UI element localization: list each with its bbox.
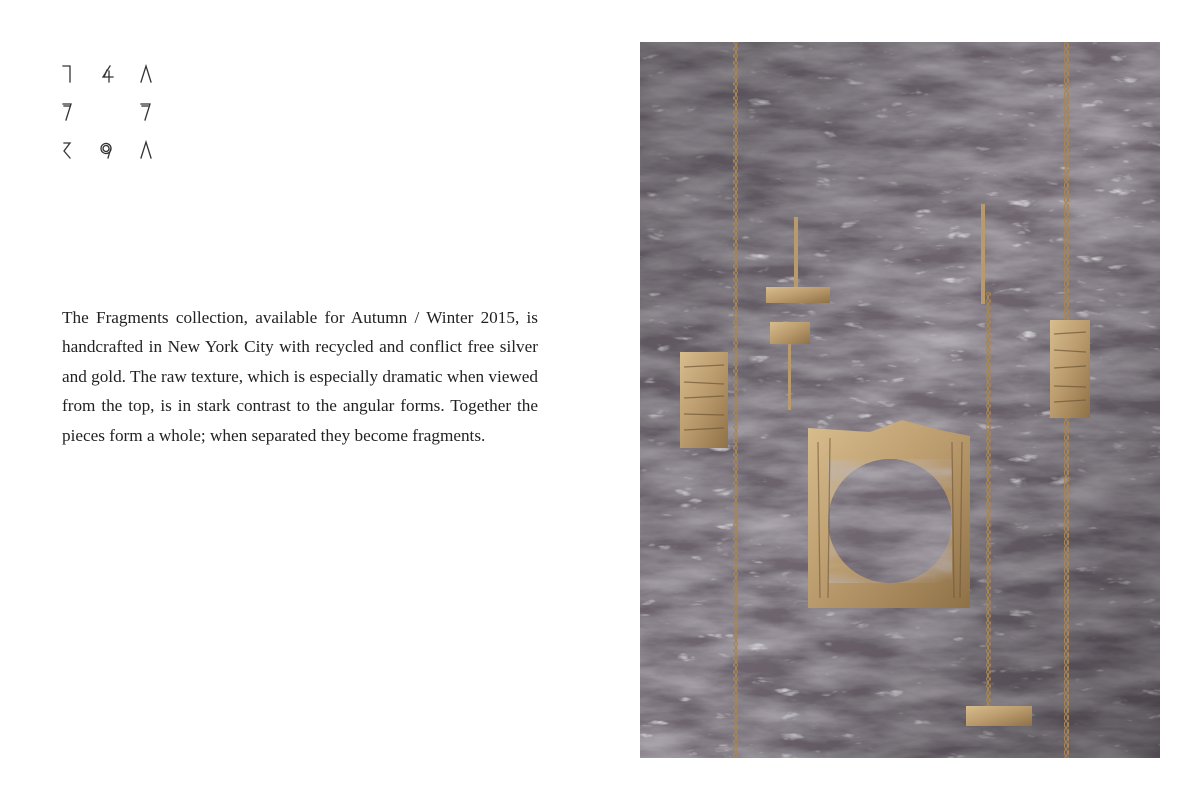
brand-logo-icon [60, 62, 160, 172]
collection-description: The Fragments collection, available for Autumn / Winter 2015, is handcrafted in New York City with recycled and conflict free silver and gold. The raw texture, which is especially dramatic when viewed from the top, is in stark contrast to the angular forms. Together the pieces form a whole; when separated they become fragments. [62, 308, 538, 445]
jewelry-photo [640, 42, 1160, 758]
jewelry-collection-photo-icon [640, 42, 1160, 758]
brand-logo [60, 62, 160, 172]
